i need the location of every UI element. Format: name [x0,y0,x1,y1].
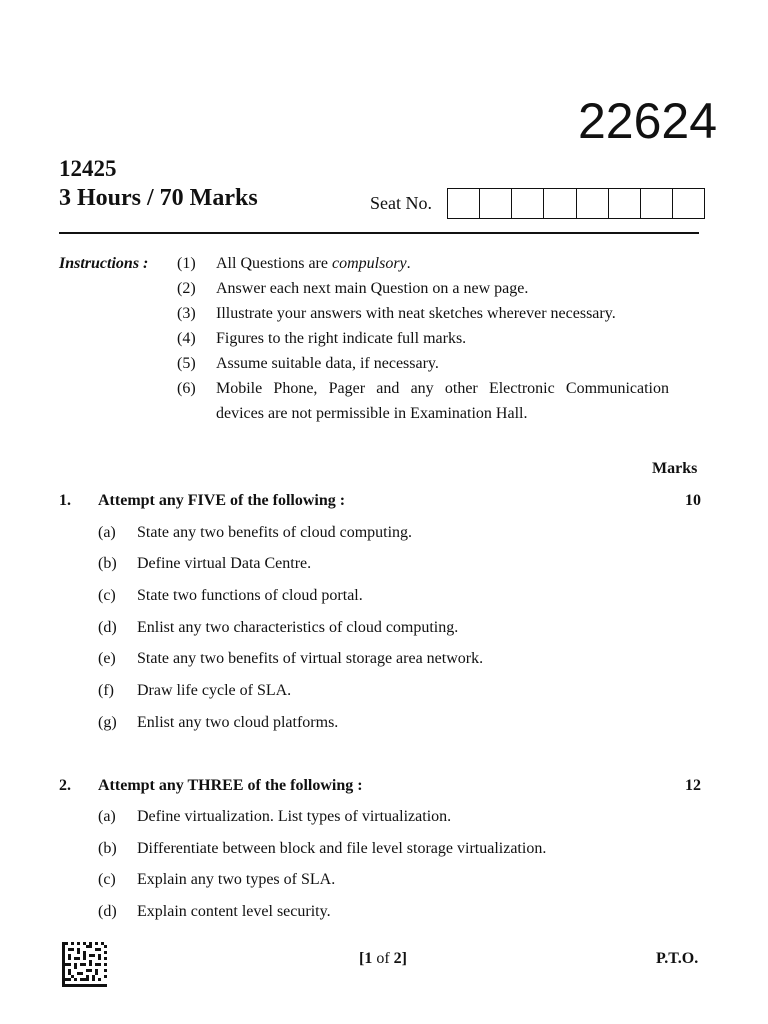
question-number: 1. [59,492,71,509]
question-title: Attempt any FIVE of the following : [98,492,346,509]
sub-question-text: Differentiate between block and file level storage virtualization. [137,840,547,857]
page-total: 2 [393,950,402,967]
seat-number-boxes [447,188,705,219]
duration-marks: 3 Hours / 70 Marks [59,185,258,211]
header-divider [59,232,699,234]
question-marks: 10 [685,492,701,509]
sub-question-label: (g) [98,714,117,731]
instruction-number: (4) [177,330,196,347]
instructions-heading: Instructions : [59,255,149,272]
sub-question-text: Explain content level security. [137,903,331,920]
instruction-number: (2) [177,280,196,297]
sub-question-text: Define virtual Data Centre. [137,555,312,572]
seat-box [673,189,704,218]
page-indicator: [1 of 2] [359,950,407,967]
paper-code: 12425 [59,156,117,181]
sub-question-text: State two functions of cloud portal. [137,587,363,604]
instruction-number: (3) [177,305,196,322]
instruction-emphasis: compulsory [331,255,407,272]
sub-question-text: Explain any two types of SLA. [137,871,336,888]
sub-question-label: (c) [98,871,116,888]
sub-question-label: (b) [98,555,117,572]
instruction-number: (6) [177,380,196,397]
page-current: 1 [364,950,373,967]
sub-question-label: (a) [98,524,116,541]
seat-box [448,189,480,218]
question-marks: 12 [685,777,701,794]
seat-box [480,189,512,218]
seat-box [544,189,576,218]
instruction-number: (1) [177,255,196,272]
sub-question-text: State any two benefits of cloud computing. [137,524,413,541]
question-title: Attempt any THREE of the following : [98,777,363,794]
instruction-number: (5) [177,355,196,372]
sub-question-text: Enlist any two characteristics of cloud computing. [137,619,459,636]
sub-question-label: (d) [98,903,117,920]
question-number: 2. [59,777,71,794]
seat-box [577,189,609,218]
sub-question-text: Define virtualization. List types of virtualization. [137,808,452,825]
instruction-text: Answer each next main Question on a new page. [216,280,529,297]
seat-box [512,189,544,218]
sub-question-label: (a) [98,808,116,825]
sub-question-text: Enlist any two cloud platforms. [137,714,339,731]
sub-question-text: Draw life cycle of SLA. [137,682,292,699]
sub-question-label: (f) [98,682,114,699]
sub-question-label: (d) [98,619,117,636]
seat-box [609,189,641,218]
sub-question-text: State any two benefits of virtual storage area network. [137,650,484,667]
instruction-text: Mobile Phone, Pager and any other Electronic Communication devices are not permissible in Examination Hall. [216,380,669,422]
sub-question-label: (c) [98,587,116,604]
instruction-text: Assume suitable data, if necessary. [216,355,439,372]
instruction-text: Illustrate your answers with neat sketches wherever necessary. [216,305,616,322]
instruction-text: Figures to the right indicate full marks. [216,330,467,347]
marks-column-heading: Marks [652,460,698,477]
please-turn-over: P.T.O. [656,950,699,967]
subject-code: 22624 [578,93,718,149]
sub-question-label: (e) [98,650,116,667]
instruction-text: All Questions are compulsory. [216,255,411,272]
datamatrix-icon [62,942,107,987]
seat-box [641,189,673,218]
seat-number-label: Seat No. [370,193,432,213]
sub-question-label: (b) [98,840,117,857]
